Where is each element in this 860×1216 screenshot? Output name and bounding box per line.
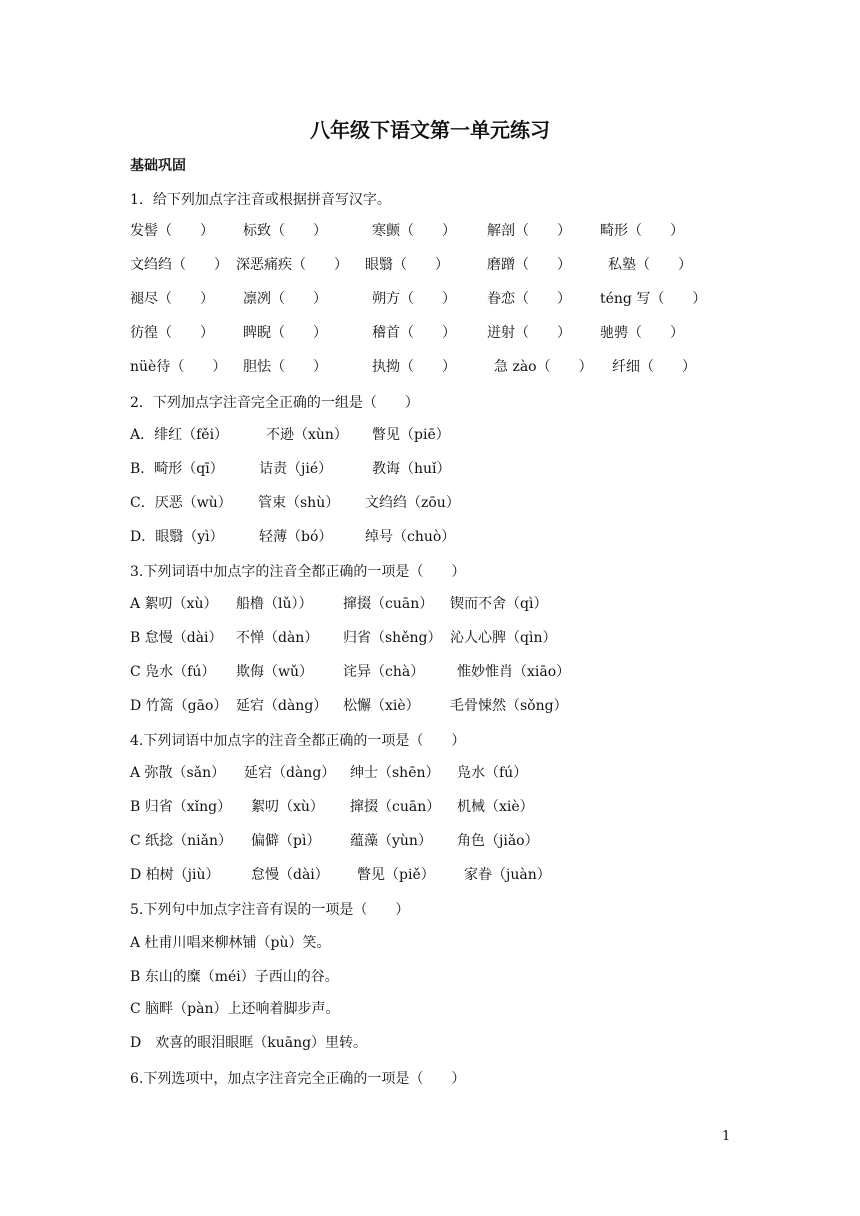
option-part: 沁人心脾（qìn） xyxy=(450,630,557,646)
q1-item: 深恶痛疾（ ） xyxy=(236,257,348,273)
option-part: 诘责（jié） xyxy=(259,461,333,477)
q1-item: téng 写（ ） xyxy=(600,291,707,307)
q5-option: A 杜甫川唱来柳林铺（pù）笑。 xyxy=(130,935,331,951)
option-part: D 柏树（jiù） xyxy=(130,867,220,883)
q1-item: 执拗（ ） xyxy=(372,359,456,375)
option-part: 绅士（shēn） xyxy=(350,765,440,781)
option-part: 絮叨（xù） xyxy=(251,799,324,815)
option-part: 归省（shěng） xyxy=(343,630,442,646)
option-part: 轻薄（bó） xyxy=(259,529,333,545)
option-part: 凫水（fú） xyxy=(457,765,528,781)
option-part: 锲而不舍（qì） xyxy=(450,596,548,612)
option-part: 机械（xiè） xyxy=(457,799,534,815)
q1-item: 畸形（ ） xyxy=(600,223,684,239)
question-5-stem: 5.下列句中加点字注音有误的一项是（ ） xyxy=(130,902,410,918)
q1-item: 凛冽（ ） xyxy=(243,291,327,307)
page-title: 八年级下语文第一单元练习 xyxy=(310,118,550,142)
option-part: B 归省（xǐng） xyxy=(130,799,232,815)
option-part: C 凫水（fú） xyxy=(130,664,216,680)
option-part: 管束（shù） xyxy=(258,495,340,511)
option-part: 教诲（huǐ） xyxy=(372,461,451,477)
page-number: 1 xyxy=(722,1129,731,1144)
option-part: 撺掇（cuān） xyxy=(343,596,434,612)
q1-item: 胆怯（ ） xyxy=(243,359,327,375)
option-part: 绰号（chuò） xyxy=(365,529,456,545)
option-part: 松懈（xiè） xyxy=(343,698,420,714)
q1-item: 彷徨（ ） xyxy=(130,325,214,341)
option-part: 偏僻（pì） xyxy=(251,833,321,849)
option-part: 诧异（chà） xyxy=(343,664,425,680)
option-part: 撺掇（cuān） xyxy=(350,799,441,815)
q1-item: 发髻（ ） xyxy=(130,223,214,239)
option-part: 蕴藻（yùn） xyxy=(350,833,432,849)
q1-item: 磨蹭（ ） xyxy=(487,257,571,273)
question-3-stem: 3.下列词语中加点字的注音全都正确的一项是（ ） xyxy=(130,564,466,580)
q1-item: 睥睨（ ） xyxy=(243,325,327,341)
q1-item: 文绉绉（ ） xyxy=(130,257,228,273)
option-part: 文绉绉（zōu） xyxy=(365,495,460,511)
q5-option: B 东山的糜（méi）子西山的谷。 xyxy=(130,969,339,985)
q1-item: 驰骋（ ） xyxy=(600,325,684,341)
option-part: D 竹篙（gāo） xyxy=(130,698,228,714)
option-part: B．畸形（qī） xyxy=(130,461,224,477)
q5-option: C 脑畔（pàn）上还响着脚步声。 xyxy=(130,1001,340,1017)
option-part: D．眼翳（yì） xyxy=(130,529,224,545)
option-part: C．厌恶（wù） xyxy=(130,495,232,511)
option-part: 不惮（dàn） xyxy=(236,630,319,646)
q1-item: 私塾（ ） xyxy=(608,257,692,273)
option-part: 欺侮（wǔ） xyxy=(236,664,313,680)
q1-item: 稽首（ ） xyxy=(372,325,456,341)
question-4-stem: 4.下列词语中加点字的注音全都正确的一项是（ ） xyxy=(130,733,466,749)
option-part: C 纸捻（niǎn） xyxy=(130,833,233,849)
option-part: A．绯红（fěi） xyxy=(130,427,229,443)
option-part: 延宕（dàng） xyxy=(244,765,336,781)
q1-item: nüè待（ ） xyxy=(130,359,227,375)
option-part: 毛骨悚然（sǒng） xyxy=(450,698,568,714)
q1-item: 标致（ ） xyxy=(243,223,327,239)
q1-item: 解剖（ ） xyxy=(487,223,571,239)
section-heading: 基础巩固 xyxy=(130,158,186,174)
option-part: 瞥见（piē） xyxy=(372,427,450,443)
option-part: B 怠慢（dài） xyxy=(130,630,223,646)
option-part: 不逊（xùn） xyxy=(266,427,348,443)
option-part: 怠慢（dài） xyxy=(251,867,329,883)
q5-option: D 欢喜的眼泪眼眶（kuāng）里转。 xyxy=(130,1035,368,1051)
q1-item: 迸射（ ） xyxy=(487,325,571,341)
question-2-stem: 2．下列加点字注音完全正确的一组是（ ） xyxy=(130,395,419,411)
option-part: 家眷（juàn） xyxy=(464,867,551,883)
option-part: 惟妙惟肖（xiāo） xyxy=(457,664,571,680)
option-part: A 絮叨（xù） xyxy=(130,596,218,612)
question-1-stem: 1．给下列加点字注音或根据拼音写汉字。 xyxy=(130,192,391,208)
q1-item: 褪尽（ ） xyxy=(130,291,214,307)
q1-item: 纤细（ ） xyxy=(612,359,696,375)
q1-item: 急 zào（ ） xyxy=(494,359,593,375)
q1-item: 眷恋（ ） xyxy=(487,291,571,307)
q1-item: 朔方（ ） xyxy=(372,291,456,307)
option-part: A 弥散（sǎn） xyxy=(130,765,226,781)
option-part: 延宕（dàng） xyxy=(236,698,328,714)
option-part: 瞥见（piě） xyxy=(357,867,435,883)
question-6-stem: 6.下列选项中，加点字注音完全正确的一项是（ ） xyxy=(130,1071,466,1087)
option-part: 船橹（lǔ）） xyxy=(236,596,313,612)
option-part: 角色（jiǎo） xyxy=(457,833,539,849)
q1-item: 寒颤（ ） xyxy=(372,223,456,239)
q1-item: 眼翳（ ） xyxy=(365,257,449,273)
